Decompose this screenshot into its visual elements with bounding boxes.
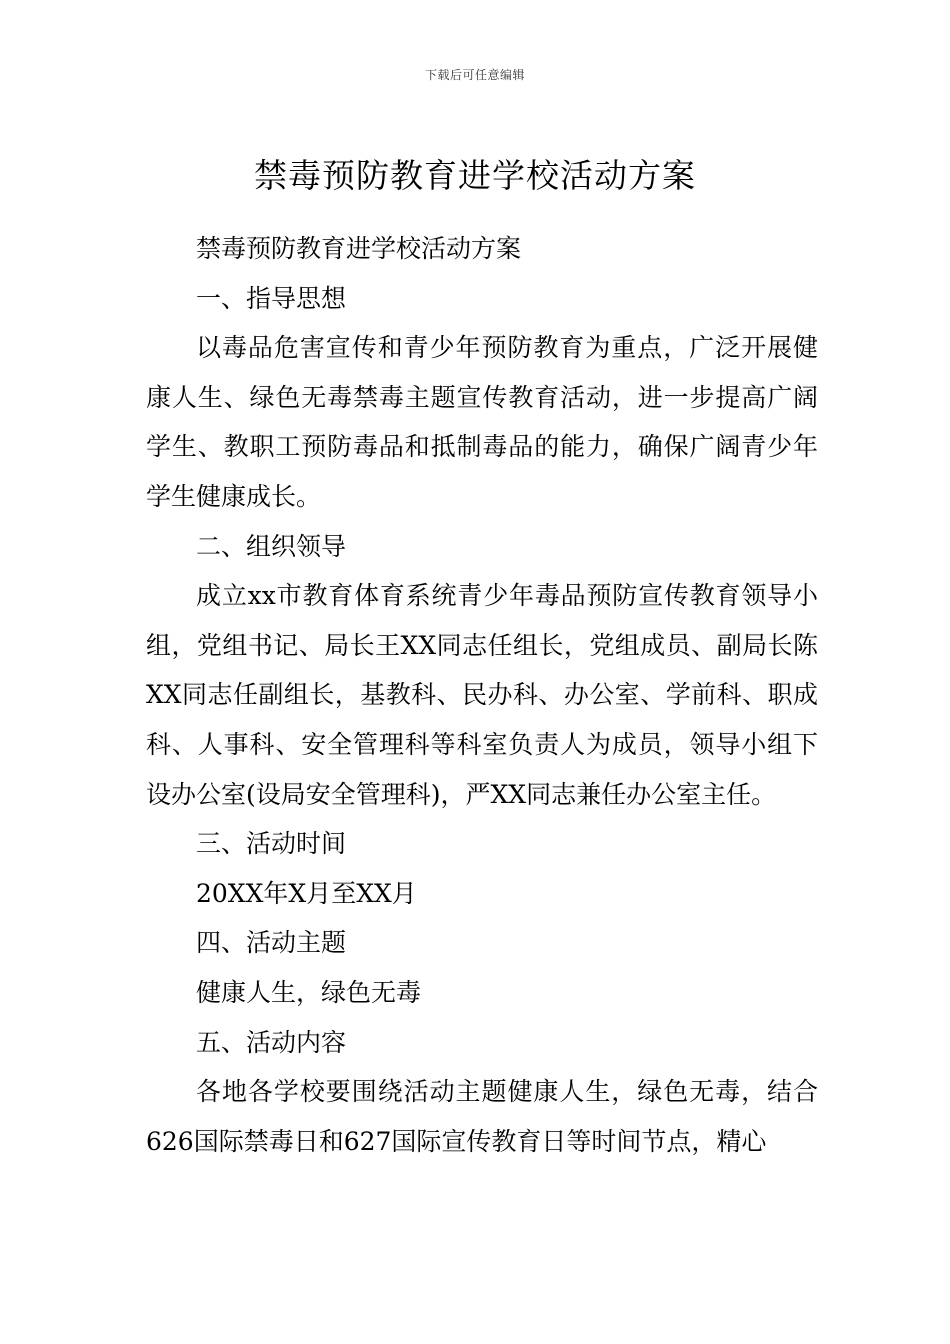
paragraph-heading-activity-content: 五、活动内容: [196, 1027, 347, 1057]
paragraph-activity-theme: 健康人生，绿色无毒: [196, 977, 422, 1007]
paragraph-activity-content: 各地各学校要围绕活动主题健康人生，绿色无毒，结合626国际禁毒日和627国际宣传教育日等时间节点，精心: [146, 1077, 818, 1156]
paragraph-organization: 成立xx市教育体育系统青少年毒品预防宣传教育领导小组，党组书记、局长王XX同志任组长，党组成员、副局长陈XX同志任副组长，基教科、民办科、办公室、学前科、职成科、人事科、安全管理科等科室负责人为成员，领导小组下设办公室(设局安全管理科)，严XX同志兼任办公室主任。: [146, 581, 818, 809]
paragraph-heading-organization: 二、组织领导: [196, 531, 347, 561]
paragraph-heading-activity-time: 三、活动时间: [196, 829, 347, 859]
paragraph-activity-time: 20XX年X月至XX月: [196, 878, 417, 908]
paragraph-heading-activity-theme: 四、活动主题: [196, 928, 347, 958]
header-note: 下载后可任意编辑: [424, 68, 525, 82]
paragraph-heading-guiding-ideology: 一、指导思想: [196, 283, 347, 313]
paragraph-guiding-ideology: 以毒品危害宣传和青少年预防教育为重点，广泛开展健康人生、绿色无毒禁毒主题宣传教育活动，进一步提高广阔学生、教职工预防毒品和抵制毒品的能力，确保广阔青少年学生健康成长。: [146, 333, 818, 511]
paragraph-doc-subtitle: 禁毒预防教育进学校活动方案: [196, 234, 522, 263]
document-body: [146, 224, 818, 1166]
document-title: 禁毒预防教育进学校活动方案: [254, 156, 696, 196]
